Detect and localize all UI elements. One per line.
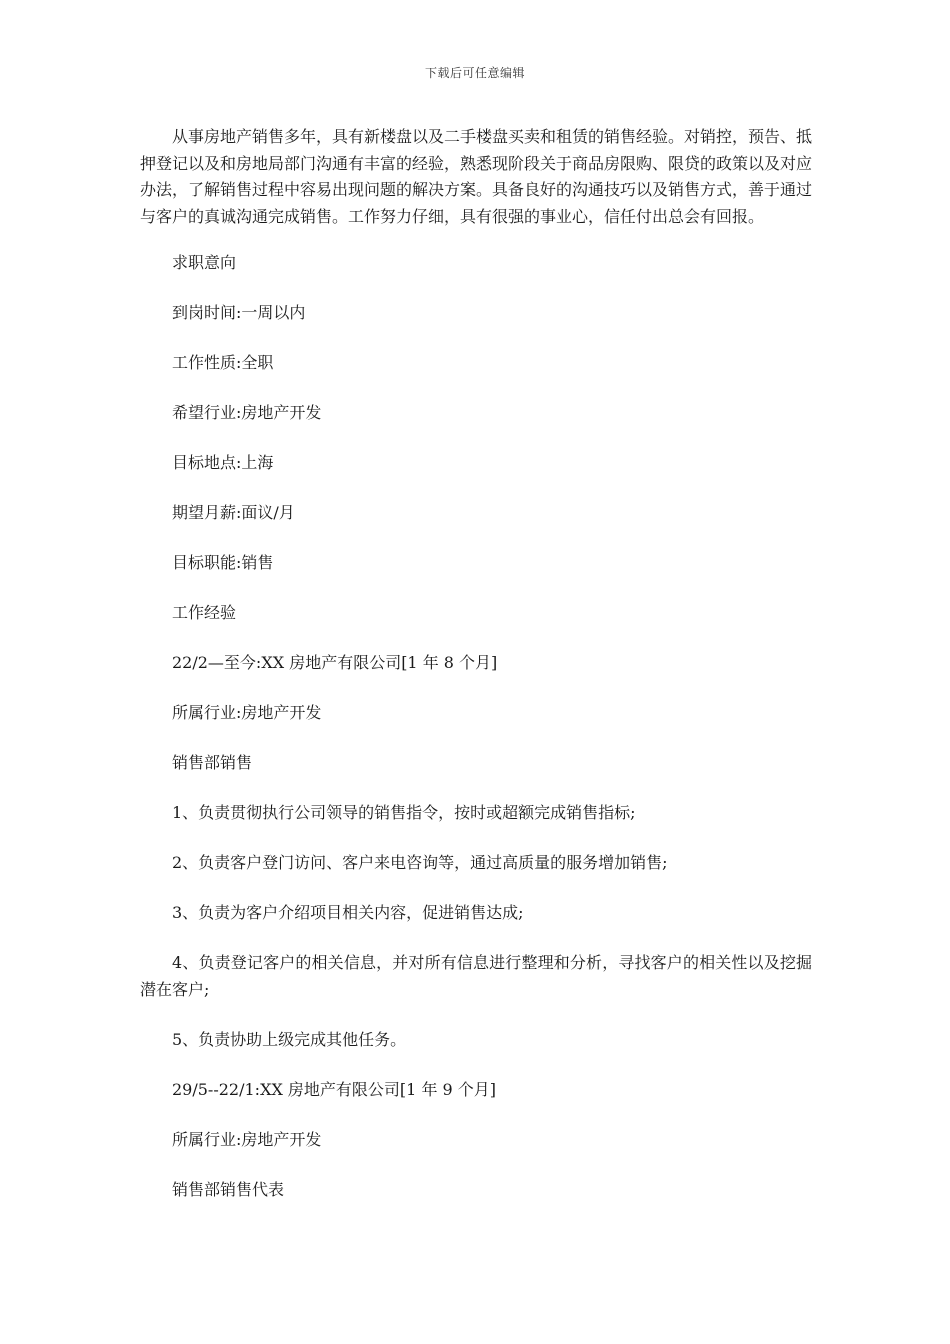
desired-industry: 希望行业:房地产开发 <box>172 403 322 422</box>
experience-heading: 工作经验 <box>172 603 237 622</box>
job1-duty-1: 1、负责贯彻执行公司领导的销售指令，按时或超额完成销售指标; <box>172 803 636 822</box>
job1-duty-4: 4、负责登记客户的相关信息，并对所有信息进行整理和分析，寻找客户的相关性以及挖掘潜在客户; <box>140 953 812 999</box>
job1-period: 22/2—至今:XX 房地产有限公司[1 年 8 个月] <box>172 653 498 672</box>
arrival-time: 到岗时间:一周以内 <box>172 303 306 322</box>
job2-period: 29/5--22/1:XX 房地产有限公司[1 年 9 个月] <box>172 1079 497 1099</box>
resume-content <box>140 124 812 1227</box>
expected-salary: 期望月薪:面议/月 <box>172 503 295 522</box>
job-type: 工作性质:全职 <box>172 353 274 372</box>
target-location: 目标地点:上海 <box>172 453 274 472</box>
job1-position: 销售部销售 <box>172 753 253 772</box>
job-intention-heading: 求职意向 <box>172 253 237 272</box>
intro-paragraph: 从事房地产销售多年，具有新楼盘以及二手楼盘买卖和租赁的销售经验。对销控，预告、抵押登记以及和房地局部门沟通有丰富的经验，熟悉现阶段关于商品房限购、限贷的政策以及对应办法，了解销售过程中容易出现问题的解决方案。具备良好的沟通技巧以及销售方式，善于通过与客户的真诚沟通完成销售。工作努力仔细，具有很强的事业心，信任付出总会有回报。 <box>140 127 813 226</box>
target-function: 目标职能:销售 <box>172 553 274 572</box>
job1-duty-3: 3、负责为客户介绍项目相关内容，促进销售达成; <box>172 903 524 922</box>
job1-duty-2: 2、负责客户登门访问、客户来电咨询等，通过高质量的服务增加销售; <box>172 853 668 872</box>
header-note: 下载后可任意编辑 <box>424 66 525 80</box>
job2-position: 销售部销售代表 <box>172 1179 285 1199</box>
job2-industry: 所属行业:房地产开发 <box>172 1129 322 1149</box>
job1-industry: 所属行业:房地产开发 <box>172 703 322 722</box>
job1-duty-5: 5、负责协助上级完成其他任务。 <box>172 1029 407 1049</box>
